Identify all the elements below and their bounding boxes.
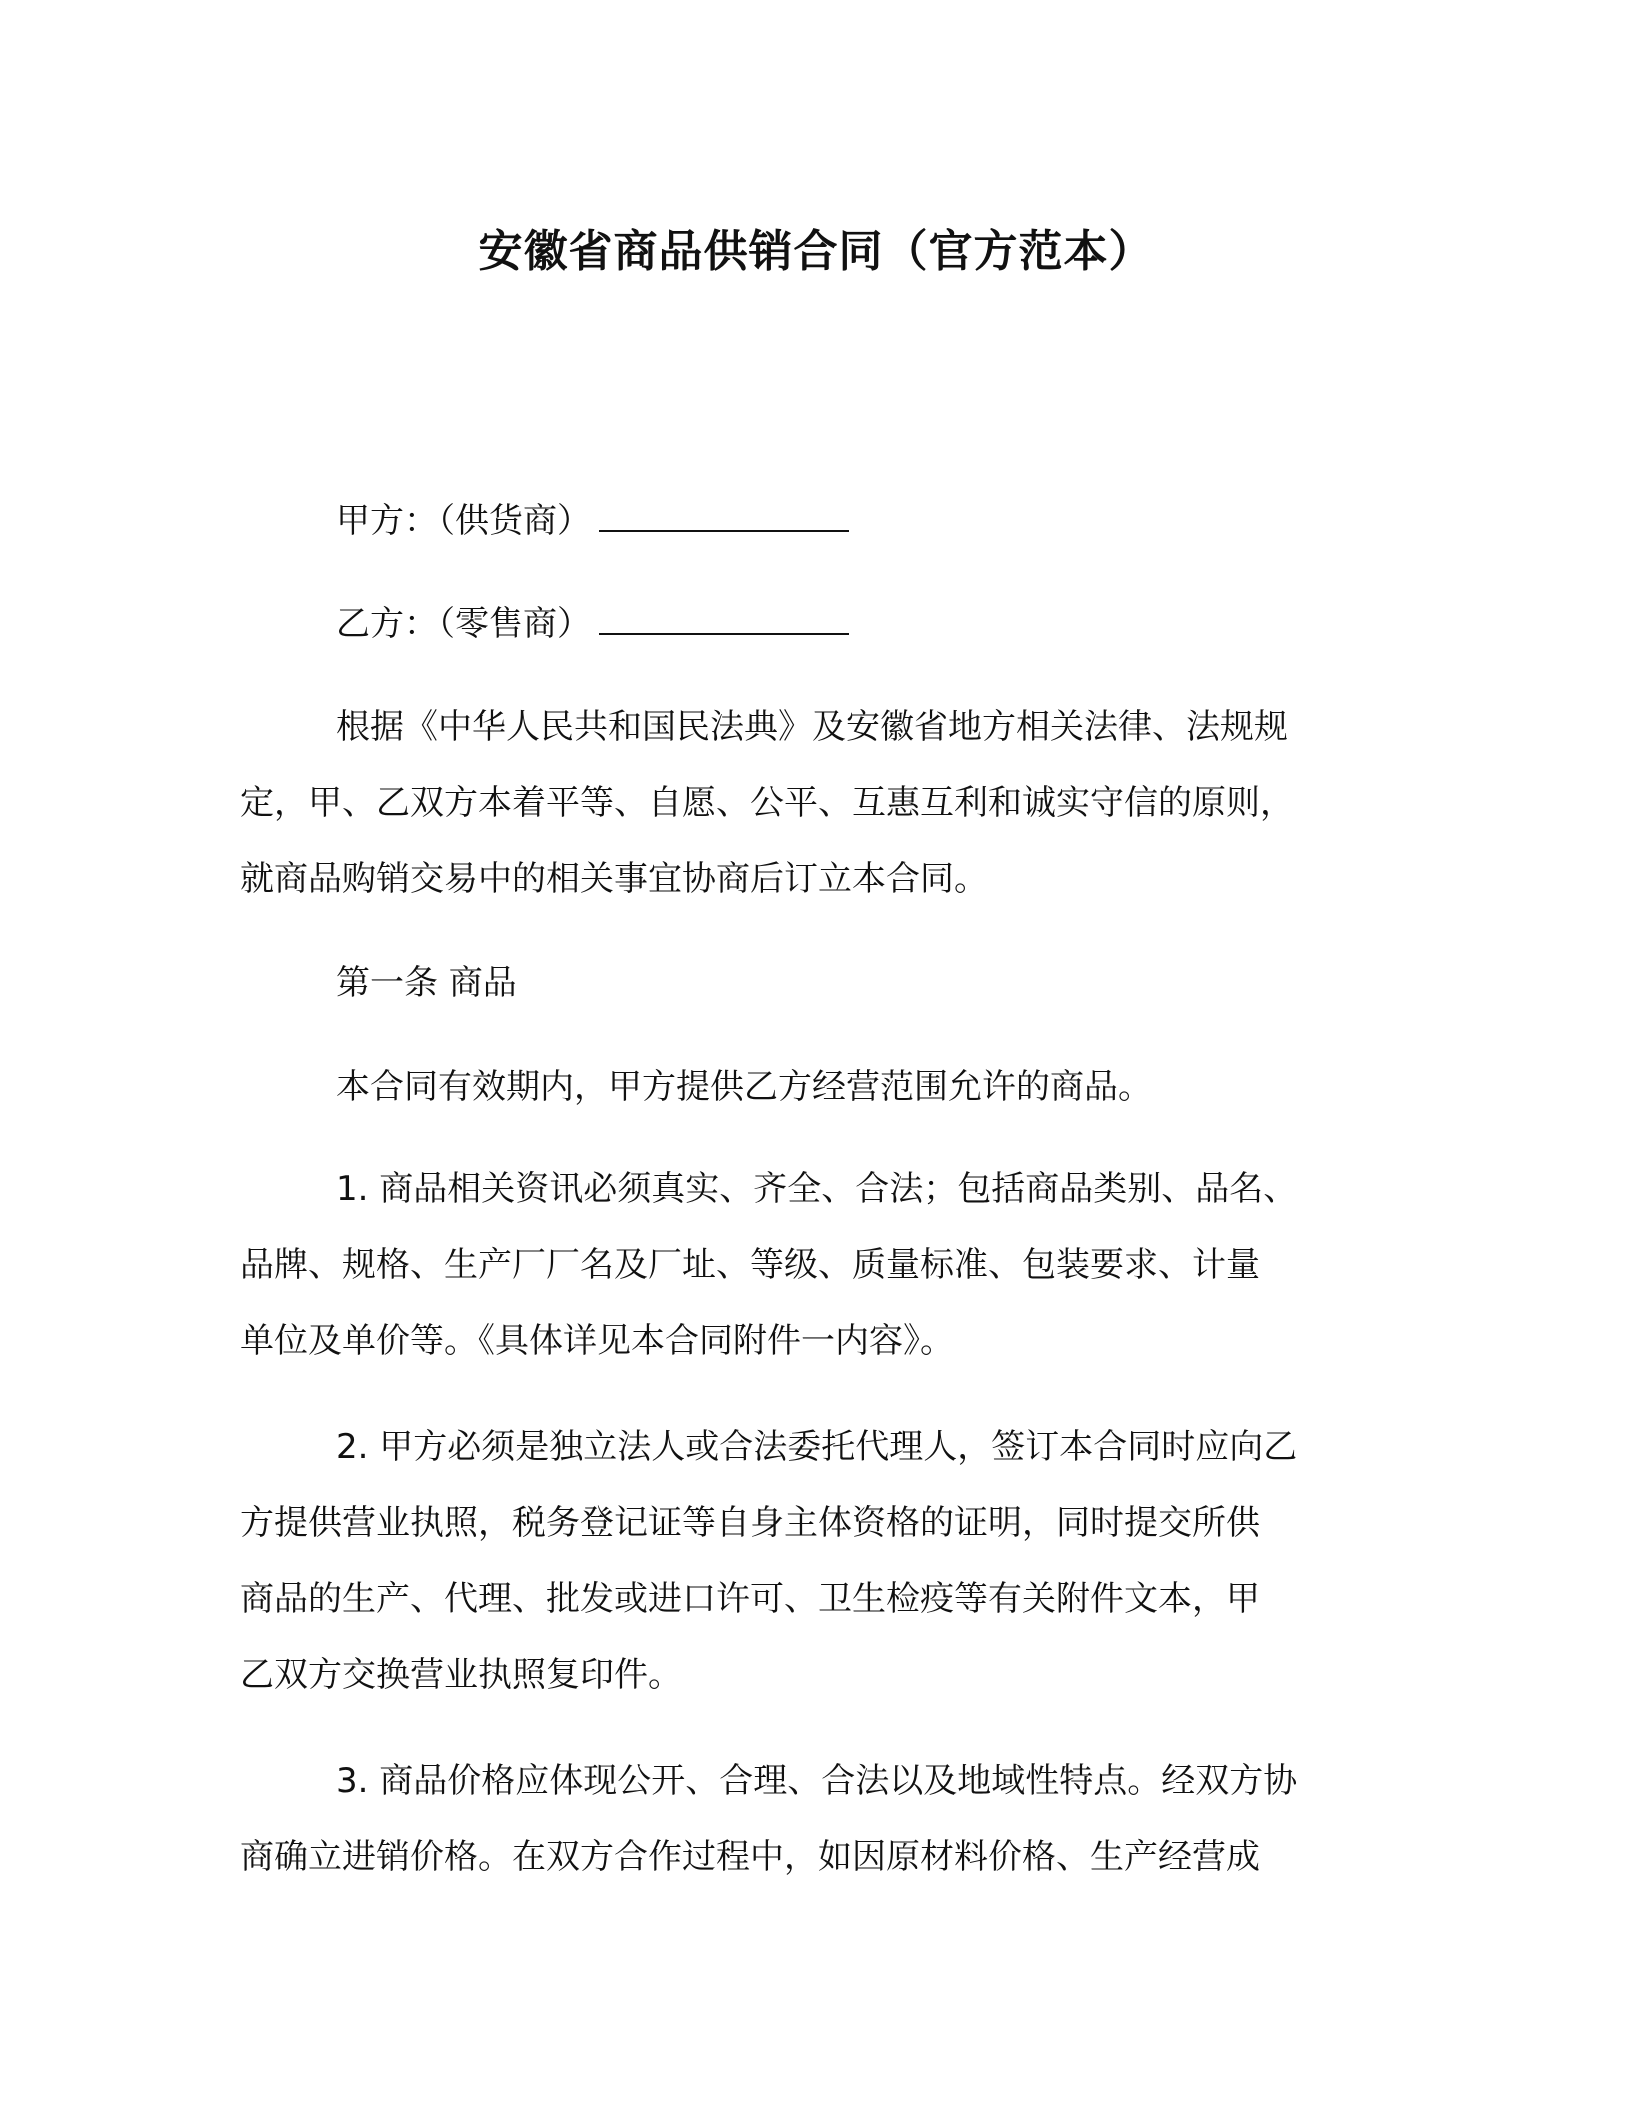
text-line: 1. 商品相关资讯必须真实、齐全、合法；包括商品类别、品名、 xyxy=(336,1169,1298,1209)
text-line: 就商品购销交易中的相关事宜协商后订立本合同。 xyxy=(240,859,988,899)
article-1-heading: 第一条 商品 xyxy=(336,963,517,1003)
party-a-label: 甲方： xyxy=(336,501,438,541)
text-line: 定，甲、乙双方本着平等、自愿、公平、互惠互利和诚实守信的原则， xyxy=(240,783,1294,823)
text-line: 商品的生产、代理、批发或进口许可、卫生检疫等有关附件文本，甲 xyxy=(240,1579,1260,1619)
text-line: 本合同有效期内，甲方提供乙方经营范围允许的商品。 xyxy=(336,1067,1152,1107)
text-line: 3. 商品价格应体现公开、合理、合法以及地域性特点。经双方协 xyxy=(336,1761,1298,1801)
party-a-role: （供货商） xyxy=(438,501,591,541)
party-b-label: 乙方： xyxy=(336,604,438,644)
text-line: 品牌、规格、生产厂厂名及厂址、等级、质量标准、包装要求、计量 xyxy=(240,1245,1260,1285)
text-line: 根据《中华人民共和国民法典》及安徽省地方相关法律、法规规 xyxy=(336,707,1288,747)
text-line: 2. 甲方必须是独立法人或合法委托代理人，签订本合同时应向乙 xyxy=(336,1427,1298,1467)
party-b-role: （零售商） xyxy=(438,604,591,644)
text-line: 方提供营业执照，税务登记证等自身主体资格的证明，同时提交所供 xyxy=(240,1503,1260,1543)
text-line: 乙双方交换营业执照复印件。 xyxy=(240,1655,682,1695)
party-a-blank xyxy=(599,500,849,532)
text-line: 单位及单价等。《具体详见本合同附件一内容》。 xyxy=(240,1321,954,1361)
text-line: 商确立进销价格。在双方合作过程中，如因原材料价格、生产经营成 xyxy=(240,1837,1260,1877)
party-b-blank xyxy=(599,603,849,635)
document-title: 安徽省商品供销合同（官方范本） xyxy=(478,226,1154,277)
